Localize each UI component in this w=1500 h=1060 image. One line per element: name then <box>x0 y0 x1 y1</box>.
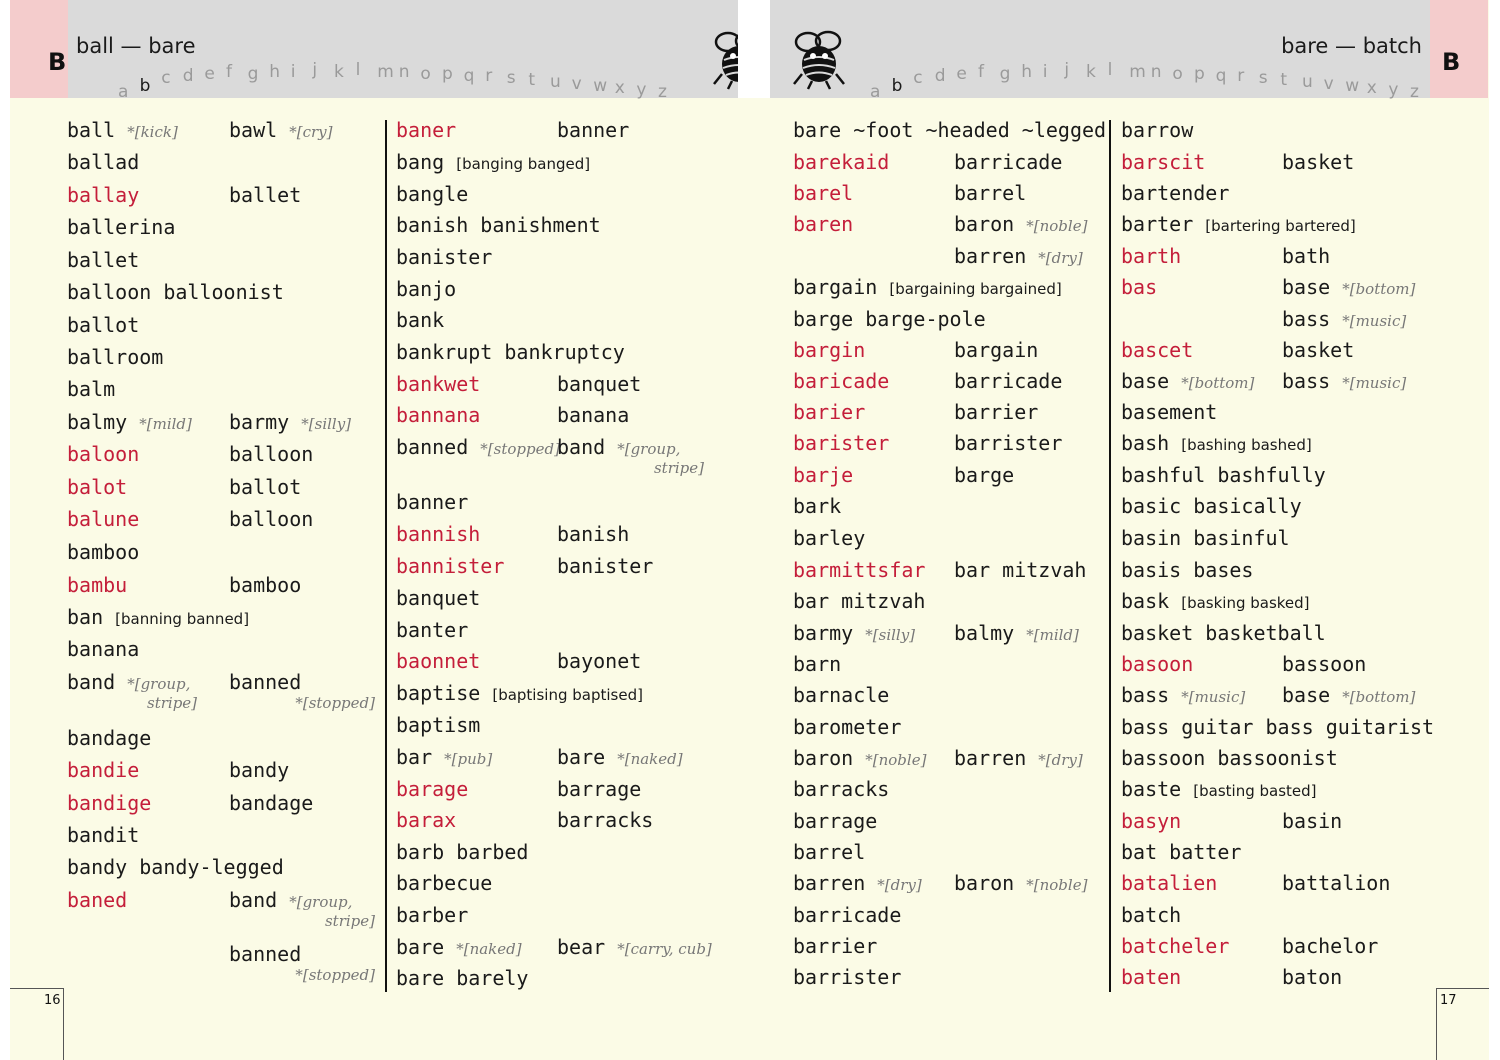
correct-spelling: barrel <box>954 181 1027 205</box>
alphabet-letter: v <box>571 74 582 94</box>
alphabet-letter: l <box>355 60 361 80</box>
column-divider <box>385 120 387 992</box>
misspelling-entry: barier <box>793 400 866 424</box>
headword-entry: bandy bandy-legged <box>67 855 284 879</box>
alphabet-letter: b <box>139 76 151 96</box>
correct-spelling: barren *[dry] <box>954 244 1083 268</box>
usage-note: *[group, <box>617 440 681 458</box>
correct-spelling: bargain <box>954 338 1039 362</box>
headword-entry: basket basketball <box>1121 621 1326 645</box>
page-gutter <box>738 0 770 98</box>
correct-spelling: bear *[carry, cub] <box>557 935 712 959</box>
misspelling-entry: barmittsfar <box>793 558 926 582</box>
headword-entry: bark <box>793 494 842 518</box>
alphabet-letter: v <box>1323 74 1334 94</box>
correct-spelling: basket <box>1282 338 1355 362</box>
alphabet-letter: z <box>658 82 667 102</box>
headword-entry: barnacle <box>793 683 890 707</box>
misspelling-entry: barister <box>793 431 890 455</box>
correct-spelling: banner <box>557 118 630 142</box>
alphabet-letter: t <box>528 70 536 90</box>
usage-note: *[mild] <box>139 415 192 433</box>
headword-entry: ballot <box>67 313 140 337</box>
headword-entry: ballet <box>67 248 140 272</box>
alphabet-letter: j <box>1064 60 1070 80</box>
headword-entry: baptism <box>396 713 481 737</box>
headword-entry: barn <box>793 652 842 676</box>
misspelling-entry: barax <box>396 808 457 832</box>
usage-note: *[noble] <box>1026 217 1088 235</box>
usage-note: *[group, <box>289 893 353 911</box>
left-page-footer-line <box>10 988 63 989</box>
alphabet-letter: s <box>506 68 516 88</box>
usage-note-continued: *[stopped] <box>295 694 375 712</box>
headword-entry: barber <box>396 903 469 927</box>
alphabet-letter: c <box>913 68 923 88</box>
headword-entry: bargain [bargaining bargained] <box>793 275 1062 299</box>
left-page-header <box>68 0 738 102</box>
left-letter-tab <box>10 0 68 98</box>
misspelling-entry: ballay <box>67 183 140 207</box>
headword-entry: bat batter <box>1121 840 1242 864</box>
usage-note: *[dry] <box>877 876 922 894</box>
alphabet-letter: w <box>593 76 608 96</box>
correct-spelling: base *[bottom] <box>1282 275 1416 299</box>
alphabet-letter: n <box>398 62 410 82</box>
headword-entry: bar *[pub] <box>396 745 493 769</box>
right-page-footer-line <box>1436 988 1489 989</box>
alphabet-letter: u <box>550 72 561 92</box>
headword-entry: barrister <box>793 965 902 989</box>
correct-spelling: banana <box>557 403 630 427</box>
headword-entry: banter <box>396 618 469 642</box>
alphabet-letter: k <box>1086 62 1096 82</box>
headword-entry: barrage <box>793 809 878 833</box>
alphabet-letter: g <box>999 64 1011 84</box>
usage-note: *[bottom] <box>1342 280 1416 298</box>
headword-entry: batch <box>1121 903 1182 927</box>
misspelling-entry: baricade <box>793 369 890 393</box>
correct-spelling: balmy *[mild] <box>954 621 1079 645</box>
headword-entry: base *[bottom] <box>1121 369 1255 393</box>
headword-entry: ballad <box>67 150 140 174</box>
headword-entry: banquet <box>396 586 481 610</box>
headword-entry: banned *[stopped] <box>396 435 560 459</box>
misspelling-entry: bambu <box>67 573 128 597</box>
correct-spelling: barrier <box>954 400 1039 424</box>
inflections: [basting basted] <box>1193 782 1317 800</box>
alphabet-letter: q <box>463 66 475 86</box>
headword-entry: bang [banging banged] <box>396 150 591 174</box>
right-page-header <box>770 0 1430 102</box>
correct-spelling: balloon <box>229 507 314 531</box>
alphabet-letter: d <box>934 66 946 86</box>
headword-entry: barracks <box>793 777 890 801</box>
misspelling-entry: baner <box>396 118 457 142</box>
headword-entry: barrow <box>1121 118 1194 142</box>
headword-entry: bandage <box>67 726 152 750</box>
alphabet-letter: y <box>636 80 647 100</box>
dictionary-spread <box>10 0 1489 1060</box>
alphabet-letter: h <box>269 62 280 82</box>
usage-note: *[naked] <box>617 750 683 768</box>
right-page-number: 17 <box>1440 993 1457 1008</box>
correct-spelling: bandy <box>229 758 290 782</box>
alphabet-letter: o <box>420 64 431 84</box>
correct-spelling: barge <box>954 463 1015 487</box>
headword-entry: bassoon bassoonist <box>1121 746 1338 770</box>
headword-entry: bask [basking basked] <box>1121 589 1310 613</box>
alphabet-letter: h <box>1021 62 1032 82</box>
misspelling-entry: barth <box>1121 244 1182 268</box>
headword-entry: banana <box>67 637 140 661</box>
usage-note-continued: stripe] <box>653 459 704 477</box>
alphabet-letter: m <box>377 62 394 82</box>
alphabet-letter: u <box>1302 72 1313 92</box>
headword-entry: balm <box>67 377 116 401</box>
correct-spelling: ballet <box>229 183 302 207</box>
correct-spelling: bassoon <box>1282 652 1367 676</box>
headword-entry: bash [bashing bashed] <box>1121 431 1312 455</box>
usage-note: *[pub] <box>444 750 493 768</box>
misspelling-entry: barje <box>793 463 854 487</box>
correct-spelling: bandage <box>229 791 314 815</box>
usage-note: *[stopped] <box>480 440 560 458</box>
headword-entry: bare barely <box>396 966 529 990</box>
headword-entry: basis bases <box>1121 558 1254 582</box>
headword-entry: basic basically <box>1121 494 1302 518</box>
alphabet-letter: n <box>1150 62 1162 82</box>
alphabet-letter: p <box>442 64 453 84</box>
headword-entry: band *[group, <box>67 670 191 694</box>
headword-entry: basin basinful <box>1121 526 1290 550</box>
alphabet-letter: b <box>891 76 903 96</box>
alphabet-letter: r <box>485 66 493 86</box>
correct-spelling: bath <box>1282 244 1331 268</box>
correct-spelling: band *[group, <box>229 888 353 912</box>
misspelling-entry: batcheler <box>1121 934 1230 958</box>
correct-spelling: basket <box>1282 150 1355 174</box>
correct-spelling: barricade <box>954 150 1063 174</box>
misspelling-entry: barage <box>396 777 469 801</box>
usage-note: *[mild] <box>1026 626 1079 644</box>
usage-note: *[carry, cub] <box>617 940 712 958</box>
alphabet-letter: r <box>1237 66 1245 86</box>
headword-entry: barren *[dry] <box>793 871 922 895</box>
alphabet-letter: y <box>1388 80 1399 100</box>
misspelling-entry: batalien <box>1121 871 1218 895</box>
headword-entry: barricade <box>793 903 902 927</box>
inflections: [bargaining bargained] <box>889 280 1062 298</box>
headword-entry: bankrupt bankruptcy <box>396 340 625 364</box>
alphabet-letter: c <box>161 68 171 88</box>
headword-entry: barter [bartering bartered] <box>1121 212 1356 236</box>
inflections: [baptising baptised] <box>492 686 643 704</box>
headword-entry: bartender <box>1121 181 1230 205</box>
correct-spelling: bawl *[cry] <box>229 118 333 142</box>
headword-entry: bass guitar bass guitarist <box>1121 715 1435 739</box>
headword-entry: baptise [baptising baptised] <box>396 681 643 705</box>
correct-spelling: barmy *[silly] <box>229 410 352 434</box>
inflections: [banning banned] <box>115 610 250 628</box>
alphabet-letter: a <box>870 82 881 102</box>
headword-entry: baste [basting basted] <box>1121 777 1317 801</box>
headword-entry: bandit <box>67 823 140 847</box>
right-page-footer-rule <box>1436 988 1437 1060</box>
alphabet-letter: e <box>956 64 967 84</box>
correct-spelling: banned <box>229 942 302 966</box>
misspelling-entry: basyn <box>1121 809 1182 833</box>
misspelling-entry: bannish <box>396 522 481 546</box>
misspelling-entry: bannister <box>396 554 505 578</box>
headword-entry: ban [banning banned] <box>67 605 250 629</box>
inflections: [bashing bashed] <box>1181 436 1312 454</box>
alphabet-letter: i <box>1042 62 1048 82</box>
headword-entry: bamboo <box>67 540 140 564</box>
alphabet-letter: i <box>290 62 296 82</box>
misspelling-entry: basoon <box>1121 652 1194 676</box>
alphabet-letter: w <box>1345 76 1360 96</box>
misspelling-entry: baonnet <box>396 649 481 673</box>
misspelling-entry: baned <box>67 888 128 912</box>
misspelling-entry: bas <box>1121 275 1158 299</box>
misspelling-entry: baloon <box>67 442 140 466</box>
usage-note: *[music] <box>1342 374 1407 392</box>
correct-spelling: barracks <box>557 808 654 832</box>
left-tab-letter: B <box>48 48 67 76</box>
headword-entry: barometer <box>793 715 902 739</box>
correct-spelling: barricade <box>954 369 1063 393</box>
alphabet-letter: f <box>978 62 984 82</box>
alphabet-letter: e <box>204 64 215 84</box>
headword-entry: bar mitzvah <box>793 589 926 613</box>
alphabet-letter: j <box>312 60 318 80</box>
correct-spelling: battalion <box>1282 871 1391 895</box>
misspelling-entry: barscit <box>1121 150 1206 174</box>
alphabet-letter: g <box>247 64 259 84</box>
usage-note: *[silly] <box>865 626 916 644</box>
usage-note: *[dry] <box>1038 249 1083 267</box>
alphabet-letter: k <box>334 62 344 82</box>
headword-entry: barmy *[silly] <box>793 621 916 645</box>
correct-spelling: bayonet <box>557 649 642 673</box>
alphabet-letter: a <box>118 82 129 102</box>
usage-note-continued: stripe] <box>324 912 375 930</box>
usage-note: *[silly] <box>301 415 352 433</box>
misspelling-entry: bandie <box>67 758 140 782</box>
misspelling-entry: barel <box>793 181 854 205</box>
usage-note: *[group, <box>127 675 191 693</box>
headword-entry: bare *[naked] <box>396 935 522 959</box>
usage-note: *[naked] <box>456 940 522 958</box>
correct-spelling: banister <box>557 554 654 578</box>
headword-entry: balmy *[mild] <box>67 410 192 434</box>
alphabet-letter: d <box>182 66 194 86</box>
correct-spelling: bare *[naked] <box>557 745 683 769</box>
correct-spelling: barrage <box>557 777 642 801</box>
correct-spelling: basin <box>1282 809 1343 833</box>
alphabet-letter: z <box>1410 82 1419 102</box>
alphabet-letter: p <box>1194 64 1205 84</box>
misspelling-entry: bannana <box>396 403 481 427</box>
headword-entry: ballerina <box>67 215 176 239</box>
alphabet-letter: t <box>1280 70 1288 90</box>
alphabet-letter: f <box>226 62 232 82</box>
inflections: [banging banged] <box>456 155 591 173</box>
usage-note: *[music] <box>1342 312 1407 330</box>
correct-spelling: bamboo <box>229 573 302 597</box>
usage-note: *[noble] <box>1026 876 1088 894</box>
misspelling-entry: baren <box>793 212 854 236</box>
inflections: [bartering bartered] <box>1205 217 1356 235</box>
headword-entry: ballroom <box>67 345 164 369</box>
headword-entry: bangle <box>396 182 469 206</box>
correct-spelling: banned <box>229 670 302 694</box>
alphabet-letter: l <box>1107 60 1113 80</box>
headword-entry: banister <box>396 245 493 269</box>
usage-note: *[noble] <box>865 751 927 769</box>
misspelling-entry: baten <box>1121 965 1182 989</box>
headword-entry: barrel <box>793 840 866 864</box>
right-guide-words: bare — batch <box>1281 34 1422 58</box>
left-page-number: 16 <box>44 993 61 1008</box>
headword-entry: ball *[kick] <box>67 118 178 142</box>
right-letter-tab <box>1430 0 1488 98</box>
alphabet-letter: q <box>1215 66 1227 86</box>
headword-entry: barley <box>793 526 866 550</box>
headword-entry: bass *[music] <box>1121 683 1246 707</box>
alphabet-letter: o <box>1172 64 1183 84</box>
headword-entry: basement <box>1121 400 1218 424</box>
inflections: [basking basked] <box>1181 594 1310 612</box>
usage-note: *[kick] <box>127 123 178 141</box>
correct-spelling: bass *[music] <box>1282 369 1407 393</box>
headword-entry: barge barge-pole <box>793 307 986 331</box>
usage-note: *[bottom] <box>1181 374 1255 392</box>
misspelling-entry: bankwet <box>396 372 481 396</box>
alphabet-letter: m <box>1129 62 1146 82</box>
correct-spelling: base *[bottom] <box>1282 683 1416 707</box>
correct-spelling: balloon <box>229 442 314 466</box>
headword-entry: barrier <box>793 934 878 958</box>
alphabet-letter: x <box>1366 78 1377 98</box>
correct-spelling: barrister <box>954 431 1063 455</box>
misspelling-entry: bascet <box>1121 338 1194 362</box>
correct-spelling: barren *[dry] <box>954 746 1083 770</box>
headword-entry: barb barbed <box>396 840 529 864</box>
correct-spelling: bachelor <box>1282 934 1379 958</box>
correct-spelling: banquet <box>557 372 642 396</box>
bee-icon <box>788 30 850 90</box>
correct-spelling: banish <box>557 522 630 546</box>
left-guide-words: ball — bare <box>76 34 196 58</box>
misspelling-entry: barekaid <box>793 150 890 174</box>
headword-entry: bare ~foot ~headed ~legged <box>793 118 1107 142</box>
correct-spelling: ballot <box>229 475 302 499</box>
correct-spelling: bass *[music] <box>1282 307 1407 331</box>
headword-entry: banjo <box>396 277 457 301</box>
misspelling-entry: bandige <box>67 791 152 815</box>
headword-entry: bashful bashfully <box>1121 463 1326 487</box>
alphabet-letter: s <box>1258 68 1268 88</box>
column-divider <box>1109 120 1111 992</box>
misspelling-entry: balot <box>67 475 128 499</box>
correct-spelling: band *[group, <box>557 435 681 459</box>
usage-note-continued: *[stopped] <box>295 966 375 984</box>
headword-entry: baron *[noble] <box>793 746 927 770</box>
left-page-footer-rule <box>63 988 64 1060</box>
usage-note: *[music] <box>1181 688 1246 706</box>
correct-spelling: baron *[noble] <box>954 871 1088 895</box>
correct-spelling: baron *[noble] <box>954 212 1088 236</box>
headword-entry: balloon balloonist <box>67 280 284 304</box>
usage-note: *[cry] <box>289 123 333 141</box>
headword-entry: bank <box>396 308 445 332</box>
misspelling-entry: balune <box>67 507 140 531</box>
usage-note: *[bottom] <box>1342 688 1416 706</box>
correct-spelling: baton <box>1282 965 1343 989</box>
alphabet-letter: x <box>614 78 625 98</box>
headword-entry: banish banishment <box>396 213 601 237</box>
misspelling-entry: bargin <box>793 338 866 362</box>
correct-spelling: bar mitzvah <box>954 558 1087 582</box>
headword-entry: banner <box>396 490 469 514</box>
headword-entry: barbecue <box>396 871 493 895</box>
usage-note-continued: stripe] <box>147 694 198 712</box>
right-tab-letter: B <box>1442 48 1461 76</box>
usage-note: *[dry] <box>1038 751 1083 769</box>
